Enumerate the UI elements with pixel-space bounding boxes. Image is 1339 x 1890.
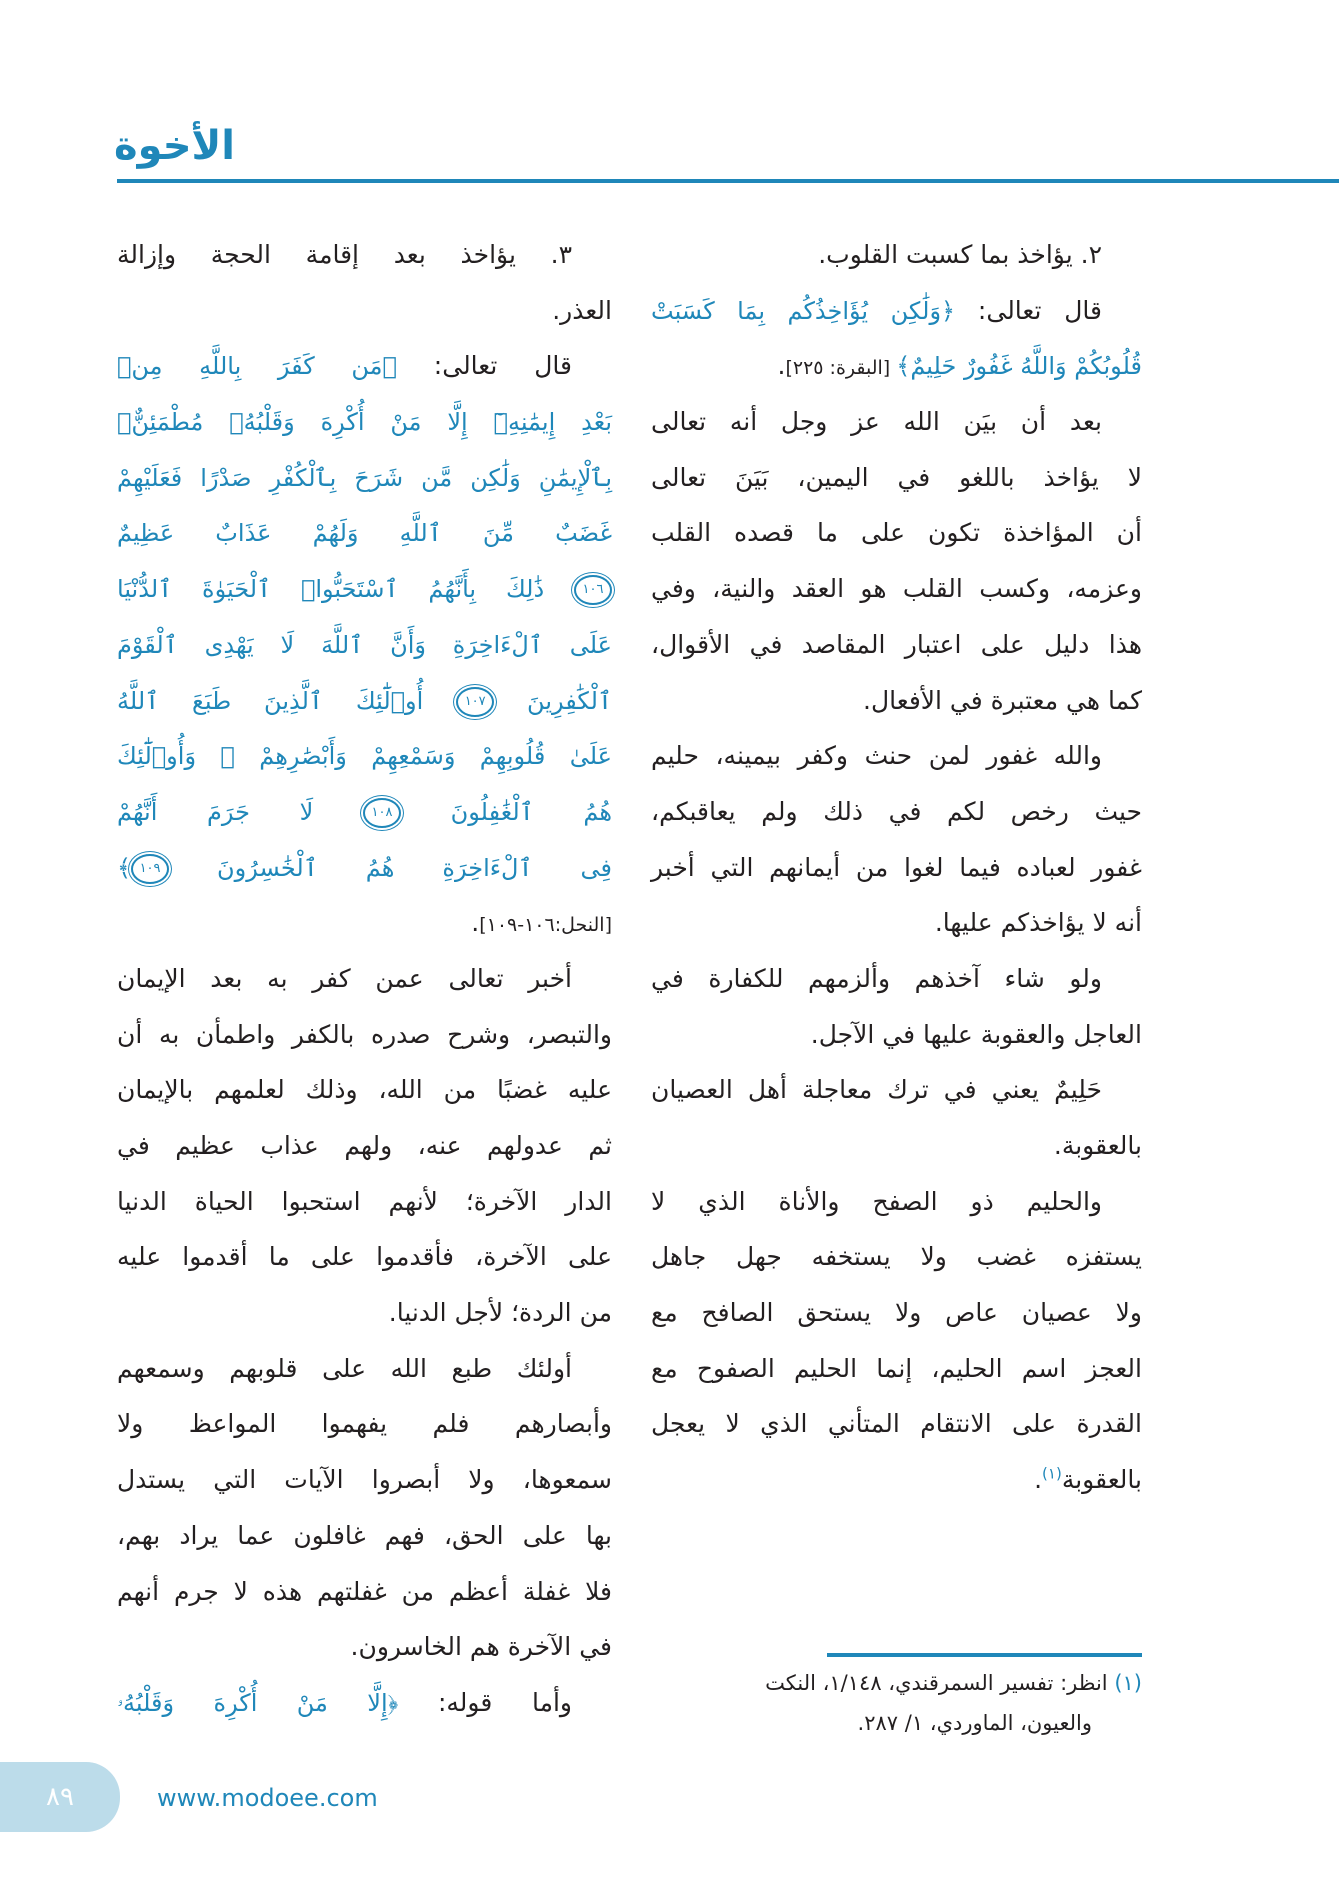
text-line [117, 1174, 612, 1230]
verse-number-icon: ١٠٨ [363, 798, 401, 828]
body-text: غفور لعباده فيما لغوا من أيمانهم التي أخبر [651, 852, 1142, 882]
body-text: هذا دليل على اعتبار المقاصد في الأقوال، [651, 629, 1142, 659]
body-text: العجز اسم الحليم، إنما الحليم الصفوح مع [651, 1353, 1142, 1383]
text-line [117, 1341, 612, 1397]
body-text: العاجل والعقوبة عليها في الآجل. [810, 1019, 1142, 1049]
text-line [117, 1062, 612, 1118]
text-line [651, 895, 1142, 951]
body-text: بالعقوبة [1061, 1465, 1142, 1495]
body-text: كما هي معتبرة في الأفعال. [863, 685, 1142, 715]
quran-verse-text: غَضَبٌ مِّنَ ٱللَّهِ وَلَهُمْ عَذَابٌ عَظِيمٌ [117, 519, 612, 548]
body-text: لا يؤاخذ باللغو في اليمين، بَيَنَ تعالى [651, 462, 1142, 492]
body-text: بالعقوبة. [1053, 1131, 1142, 1160]
body-text: ٢. يؤاخذ بما كسبت القلوب. [818, 240, 1102, 269]
text-line [651, 227, 1142, 283]
text-line [651, 1062, 1142, 1118]
text-line [651, 1452, 1142, 1508]
body-text: والحليم ذو الصفح والأناة الذي لا [651, 1186, 1102, 1216]
body-text: من الردة؛ لأجل الدنيا. [388, 1298, 612, 1328]
text-line [117, 673, 612, 729]
text-line [651, 394, 1142, 450]
body-text: بعد أن بيَن الله عز وجل أنه تعالى [651, 407, 1102, 437]
verse-citation: [البقرة: ٢٢٥] [785, 357, 897, 380]
quran-verse-text: ٱلْكَٰفِرِينَ [494, 686, 613, 715]
body-text: حيث رخص لكم في ذلك ولم يعاقبكم، [651, 796, 1142, 826]
body-text: ثم عدولهم عنه، ولهم عذاب عظيم في [117, 1131, 612, 1160]
text-line [651, 338, 1142, 394]
text-line [117, 1619, 612, 1675]
footnote-reference[interactable]: (١) [1042, 1464, 1062, 1483]
body-text: أولئك طبع الله على قلوبهم وسمعهم [117, 1353, 572, 1383]
quran-verse-text: ﴾ [117, 853, 132, 882]
body-text: أخبر تعالى عمن كفر به بعد الإيمان [117, 963, 572, 993]
text-line [117, 840, 612, 896]
text-line [117, 728, 612, 784]
body-text: ولو شاء آخذهم وألزمهم للكفارة في [651, 963, 1102, 993]
quran-verse-text: لَا جَرَمَ أَنَّهُمْ [117, 797, 363, 826]
quran-verse-text: هُمُ ٱلْغَٰفِلُونَ [400, 797, 612, 826]
text-line [117, 505, 612, 561]
text-line [117, 1396, 612, 1452]
text-line [117, 1007, 612, 1063]
body-text: حَلِيمٌ يعني في ترك معاجلة أهل العصيان [651, 1075, 1102, 1105]
body-text: وأما قوله: [398, 1687, 573, 1717]
text-line [651, 561, 1142, 617]
body-text: العذر. [552, 295, 612, 325]
text-line [117, 394, 612, 450]
text-line [117, 784, 612, 840]
text-line [117, 1675, 612, 1731]
quran-verse-text: عَلَى ٱلْءَاخِرَةِ وَأَنَّ ٱللَّهَ لَا يَهْدِى ٱلْقَوْمَ [117, 630, 612, 659]
text-line [651, 1174, 1142, 1230]
verse-number-icon: ١٠٧ [456, 687, 494, 717]
body-text: على الآخرة، فأقدموا على ما أقدموا عليه [117, 1242, 612, 1272]
body-text: أنه لا يؤاخذكم عليها. [934, 908, 1142, 938]
text-line [651, 1007, 1142, 1063]
text-line [651, 505, 1142, 561]
body-text: ولا عصيان عاص ولا يستحق الصافح مع [651, 1298, 1142, 1328]
quran-verse-text: ﴿إِلَّا مَنْ أُكْرِهَ وَقَلْبُهُۥ [117, 1688, 399, 1717]
text-line [117, 450, 612, 506]
left-column [117, 227, 612, 1731]
footnote-text: انظر: تفسير السمرقندي، ١/١٤٨، النكت [765, 1671, 1115, 1695]
quran-verse-text: فِى ٱلْءَاخِرَةِ هُمُ ٱلْخَٰسِرُونَ [169, 853, 612, 882]
text-line [117, 1452, 612, 1508]
quran-verse-text: قُلُوبُكُمْ وَاللَّهُ غَفُورٌ حَلِيمٌ﴾ [896, 352, 1142, 381]
quran-verse-text: بَعْدِ إِيمَٰنِهِۦٓ إِلَّا مَنْ أُكْرِهَ وَقَلْبُهُۥ مُطْمَئِنٌّۢ [117, 408, 612, 437]
text-line [117, 1118, 612, 1174]
verse-number-icon: ١٠٩ [131, 854, 169, 884]
text-line [117, 1564, 612, 1620]
right-column [651, 227, 1142, 1508]
body-text: في الآخرة هم الخاسرون. [350, 1632, 612, 1662]
text-line [651, 617, 1142, 673]
text-line [651, 951, 1142, 1007]
text-line [651, 673, 1142, 729]
quran-verse-text: عَلَىٰ قُلُوبِهِمْ وَسَمْعِهِمْ وَأَبْصَٰرِهِمْ ۖ وَأُو۟لَٰٓئِكَ [117, 742, 612, 771]
website-link[interactable]: www.modoee.com [157, 1784, 378, 1812]
body-text: وعزمه، وكسب القلب هو العقد والنية، وفي [651, 574, 1142, 604]
quran-verse-text: بِٱلْإِيمَٰنِ وَلَٰكِن مَّن شَرَحَ بِٱلْكُفْرِ صَدْرًا فَعَلَيْهِمْ [117, 463, 612, 492]
body-text: . [1034, 1465, 1043, 1495]
text-line [117, 1508, 612, 1564]
text-line [117, 338, 612, 394]
text-line [651, 1341, 1142, 1397]
text-line [651, 840, 1142, 896]
body-text: ٣. يؤاخذ بعد إقامة الحجة وإزالة [117, 240, 572, 269]
text-line [651, 1396, 1142, 1452]
body-text: الدار الآخرة؛ لأنهم استحبوا الحياة الدنيا [117, 1186, 612, 1216]
quran-verse-text: ﴿مَن كَفَرَ بِاللَّهِ مِنۢ [117, 352, 397, 381]
header-divider [117, 179, 1339, 183]
quran-verse-text: أُو۟لَٰٓئِكَ ٱلَّذِينَ طَبَعَ ٱللَّهُ [117, 686, 457, 715]
text-line [651, 450, 1142, 506]
quran-verse-text: ﴿وَلَٰكِن يُؤَاخِذُكُم بِمَا كَسَبَتْ [651, 296, 956, 325]
text-line [651, 1285, 1142, 1341]
body-text: بها على الحق، فهم غافلون عما يراد بهم، [117, 1520, 612, 1550]
verse-number-icon: ١٠٦ [574, 575, 612, 605]
body-text: قال تعالى: [955, 295, 1103, 325]
body-text: سمعوها، ولا أبصروا الآيات التي يستدل [117, 1465, 612, 1495]
footnote [640, 1663, 1142, 1743]
footnote-marker: (١) [1114, 1671, 1142, 1695]
text-line [651, 728, 1142, 784]
text-line [117, 1229, 612, 1285]
text-line [117, 227, 612, 283]
body-text: والتبصر، وشرح صدره بالكفر واطمأن به أن [117, 1019, 612, 1049]
chapter-title: الأخوة [114, 123, 236, 169]
body-text: القدرة على الانتقام المتأني الذي لا يعجل [651, 1409, 1142, 1439]
text-line [117, 1285, 612, 1341]
text-line [651, 283, 1142, 339]
text-line [117, 895, 612, 951]
footnote-divider [827, 1653, 1142, 1657]
text-line [117, 617, 612, 673]
body-text: . [777, 351, 786, 381]
body-text: فلا غفلة أعظم من غفلتهم هذه لا جرم أنهم [117, 1576, 612, 1606]
verse-citation: [النحل:١٠٦-١٠٩] [479, 914, 612, 937]
text-line [117, 561, 612, 617]
body-text: والله غفور لمن حنث وكفر بيمينه، حليم [651, 741, 1102, 771]
body-text: قال تعالى: [396, 351, 572, 381]
text-line [651, 784, 1142, 840]
text-line [651, 1118, 1142, 1174]
footnote-text: والعيون، الماوردي، ١/ ٢٨٧. [857, 1711, 1092, 1735]
body-text: . [471, 908, 480, 938]
text-line [117, 283, 612, 339]
body-text: يستفزه غضب ولا يستخفه جهل جاهل [651, 1242, 1142, 1272]
body-text: عليه غضبًا من الله، وذلك لعلمهم بالإيمان [117, 1075, 612, 1105]
quran-verse-text: ذَٰلِكَ بِأَنَّهُمُ ٱسْتَحَبُّوا۟ ٱلْحَيَوٰةَ ٱلدُّنْيَا [117, 575, 574, 604]
body-text: وأبصارهم فلم يفهموا المواعظ ولا [117, 1409, 612, 1439]
text-line [117, 951, 612, 1007]
text-line [651, 1229, 1142, 1285]
body-text: أن المؤاخذة تكون على ما قصده القلب [651, 518, 1142, 548]
page-number: ٨٩ [0, 1762, 120, 1832]
